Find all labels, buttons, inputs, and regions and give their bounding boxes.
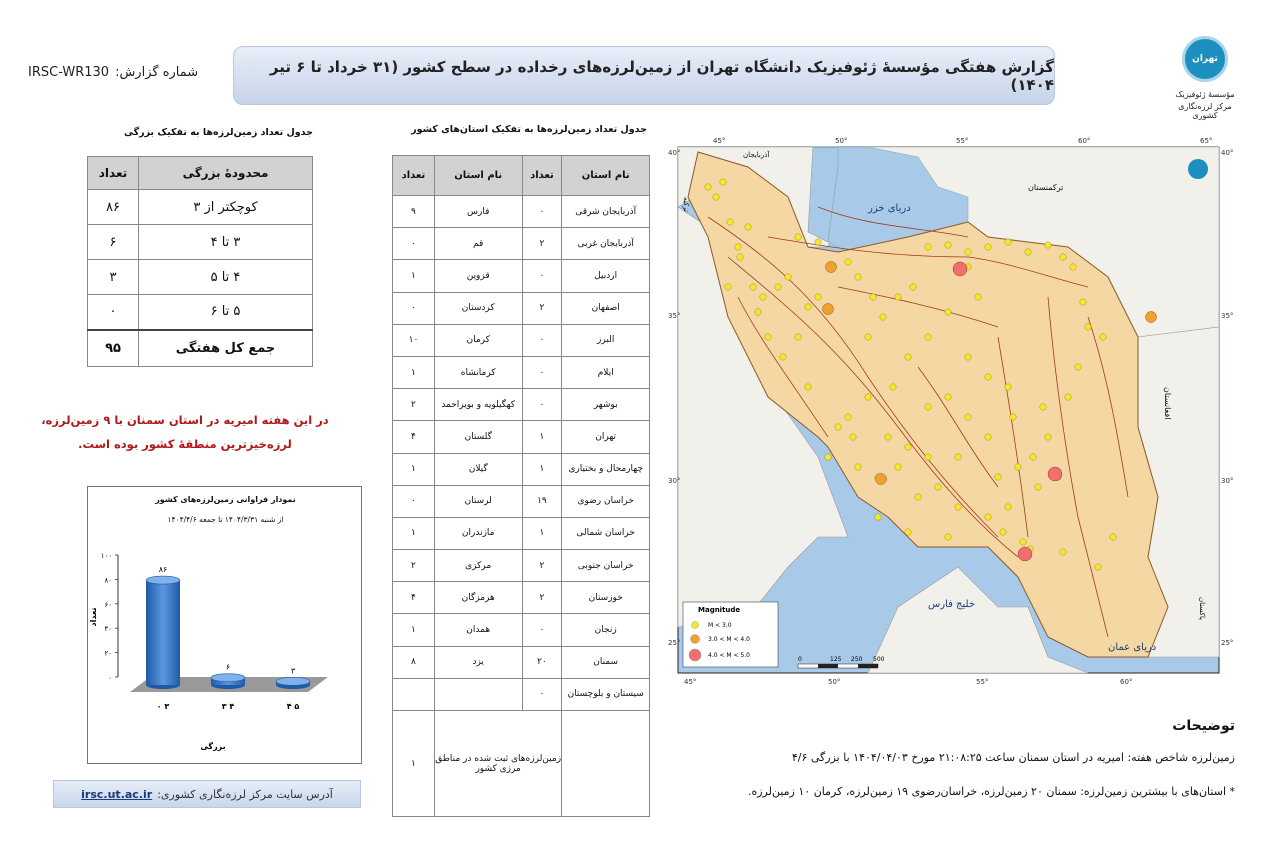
- prov-count: ۲: [393, 389, 435, 421]
- quake-point-small: [885, 434, 891, 440]
- prov-name: لرستان: [434, 485, 522, 517]
- prov-name: خراسان شمالی: [562, 517, 650, 549]
- quake-point-small: [905, 529, 911, 535]
- report-number-value: IRSC-WR130: [28, 65, 110, 80]
- quake-point-small: [795, 334, 801, 340]
- table-row: [393, 228, 650, 260]
- y-ticks: [101, 552, 118, 682]
- y-tick-label: ۲۰: [104, 649, 112, 658]
- mag-range: ۴ تا ۵: [139, 260, 313, 295]
- bar-value-label: ۳: [290, 666, 296, 676]
- table-row: [393, 517, 650, 549]
- quake-point-small: [1015, 464, 1021, 470]
- quake-point-medium: [876, 474, 887, 485]
- y-tick-label: ۴۰: [104, 625, 112, 634]
- quake-point-small: [965, 354, 971, 360]
- y-tick-label: ۰: [108, 674, 112, 682]
- legend-swatch-large: [689, 649, 701, 661]
- province-table-caption: جدول تعداد زمین‌لرزه‌ها به تفکیک استان‌های کشور: [411, 124, 647, 135]
- prov-count: ۰: [522, 324, 562, 356]
- prov-count: ۰: [393, 485, 435, 517]
- seismic-note: در این هفته امیریه در استان سمنان با ۹ زمین‌لرزه، لرزه‌خیزترین منطقهٔ کشور بوده است.: [41, 413, 329, 451]
- quake-point-small: [910, 284, 916, 290]
- quake-point-large: [953, 262, 967, 276]
- quake-point-small: [905, 354, 911, 360]
- table-row: [393, 196, 650, 228]
- quake-point-small: [727, 219, 733, 225]
- prov-name: کهگیلویه و بویراحمد: [434, 389, 522, 421]
- quake-point-small: [855, 274, 861, 280]
- quake-point-small: [855, 464, 861, 470]
- quake-point-small: [1025, 249, 1031, 255]
- prov-count: ۱۰: [393, 324, 435, 356]
- quake-point-small: [1070, 264, 1076, 270]
- prov-header-count-2: تعداد: [393, 156, 435, 196]
- prov-name: فارس: [434, 196, 522, 228]
- quake-point-small: [713, 194, 719, 200]
- y-tick-label: ۱۰۰: [100, 552, 112, 560]
- featured-quake-text: امیریه در استان سمنان ساعت ۲۱:۰۸:۲۵ مورخ ۱۴۰۴/۰۴/۰۳ با بزرگی ۴/۶: [791, 751, 1128, 764]
- quake-point-small: [785, 274, 791, 280]
- prov-count: ۱: [522, 453, 562, 485]
- quake-point-small: [1065, 394, 1071, 400]
- table-row-total: [88, 330, 313, 367]
- quake-point-small: [935, 484, 941, 490]
- table-row: [88, 295, 313, 330]
- website-label: آدرس سایت مرکز لرزه‌نگاری کشوری:: [157, 787, 333, 801]
- prov-name: کردستان: [434, 292, 522, 324]
- border-region-label: زمین‌لرزه‌های ثبت شده در مناطق مرزی کشور: [434, 711, 561, 817]
- y-tick-label: ۶۰: [104, 600, 112, 609]
- prov-name: قم: [434, 228, 522, 260]
- right-tick: 40°: [1221, 149, 1234, 157]
- prov-header-count: تعداد: [522, 156, 562, 196]
- mag-count: ۰: [88, 295, 139, 330]
- table-row: [88, 260, 313, 295]
- quake-point-small: [845, 259, 851, 265]
- prov-name: قزوین: [434, 260, 522, 292]
- right-tick: 25°: [1221, 639, 1234, 647]
- prov-name: کرمانشاه: [434, 356, 522, 388]
- chart-title: نمودار فراوانی زمین‌لرزه‌های کشور: [155, 495, 296, 504]
- logo-institute-name: مؤسسهٔ ژئوفیزیک: [1175, 90, 1235, 99]
- quake-point-small: [1020, 539, 1026, 545]
- bar-category-label: ۰ ۳: [156, 702, 170, 711]
- logo-center-name: مرکز لرزه‌نگاری کشوری: [1178, 102, 1232, 120]
- quake-point-medium: [826, 262, 837, 273]
- university-logo: [1165, 36, 1245, 126]
- quake-point-small: [975, 294, 981, 300]
- prov-name: چهارمحال و بختیاری: [562, 453, 650, 485]
- map-logo-icon: [1188, 159, 1208, 179]
- caspian-label: دریای خزر: [868, 203, 911, 214]
- table-row: [393, 389, 650, 421]
- turkmenistan-label: ترکمنستان: [1028, 183, 1064, 192]
- left-tick: 35°: [668, 312, 681, 320]
- prov-count: ۱: [393, 260, 435, 292]
- quake-point-small: [1110, 534, 1116, 540]
- quake-point-small: [895, 464, 901, 470]
- quake-point-small: [870, 294, 876, 300]
- quake-point-small: [925, 404, 931, 410]
- quake-point-small: [1035, 484, 1041, 490]
- quake-point-small: [955, 504, 961, 510]
- quake-point-small: [805, 304, 811, 310]
- prov-count: [393, 678, 435, 710]
- prov-count: ۱: [393, 453, 435, 485]
- earthquake-map: [668, 137, 1234, 689]
- quake-point-small: [1000, 529, 1006, 535]
- prov-count: ۱: [393, 356, 435, 388]
- top-tick: 50°: [835, 137, 848, 145]
- province-table: [392, 155, 650, 817]
- quake-point-small: [880, 314, 886, 320]
- quake-point-medium: [823, 304, 834, 315]
- bar-cap: [146, 576, 180, 584]
- prov-header-name: نام استان: [562, 156, 650, 196]
- table-row: [393, 260, 650, 292]
- quake-point-small: [985, 374, 991, 380]
- legend-swatch-small: [692, 622, 699, 629]
- top-tick: 65°: [1200, 137, 1213, 145]
- quake-point-small: [905, 444, 911, 450]
- mag-total-label: جمع کل هفتگی: [139, 330, 313, 367]
- mag-count: ۸۶: [88, 190, 139, 225]
- quake-point-small: [955, 454, 961, 460]
- table-row: [393, 550, 650, 582]
- prov-name: هرمزگان: [434, 582, 522, 614]
- prov-count: ۰: [522, 678, 562, 710]
- prov-count: ۲: [393, 550, 435, 582]
- prov-name: خوزستان: [562, 582, 650, 614]
- prov-count: ۸: [393, 646, 435, 678]
- afghanistan-label: افغانستان: [1163, 387, 1172, 420]
- quake-point-small: [965, 249, 971, 255]
- quake-point-small: [945, 242, 951, 248]
- prov-count: ۰: [522, 389, 562, 421]
- quake-point-small: [795, 234, 801, 240]
- quake-point-small: [1030, 454, 1036, 460]
- prov-name: مرکزی: [434, 550, 522, 582]
- table-row: [88, 190, 313, 225]
- quake-point-small: [1045, 434, 1051, 440]
- quake-point-small: [1060, 549, 1066, 555]
- legend-item-large: 4.0 < M < 5.0: [708, 652, 750, 659]
- table-row: [393, 453, 650, 485]
- bar-value-label: ۶: [225, 662, 231, 672]
- quake-point-small: [1045, 242, 1051, 248]
- top-tick: 55°: [956, 137, 969, 145]
- pakistan-label: پاکستان: [1198, 597, 1206, 621]
- bar-cap: [276, 677, 310, 685]
- quake-point-small: [1005, 504, 1011, 510]
- description-line-top-provinces: * استان‌های با بیشترین زمین‌لرزه: سمنان ۲۰ زمین‌لرزه، خراسان‌رضوی ۱۹ زمین‌لرزه، کرمان ۱۰ زمین‌لرزه.: [747, 785, 1235, 798]
- quake-point-small: [850, 434, 856, 440]
- prov-count: ۰: [522, 356, 562, 388]
- quake-point-small: [985, 244, 991, 250]
- table-row: [393, 678, 650, 710]
- description-heading: توضیحات: [1172, 718, 1235, 734]
- prov-name: سیستان و بلوچستان: [562, 678, 650, 710]
- quake-point-small: [805, 384, 811, 390]
- mag-range: ۵ تا ۶: [139, 295, 313, 330]
- bottom-tick: 50°: [828, 678, 841, 686]
- quake-point-large: [1018, 547, 1032, 561]
- mag-range: ۳ تا ۴: [139, 225, 313, 260]
- quake-point-small: [985, 434, 991, 440]
- magnitude-table-caption: جدول تعداد زمین‌لرزه‌ها به تفکیک بزرگی: [124, 127, 313, 138]
- right-tick: 35°: [1221, 312, 1234, 320]
- prov-count: ۱: [522, 421, 562, 453]
- quake-point-small: [925, 244, 931, 250]
- website-box: [53, 780, 361, 808]
- table-row: [393, 582, 650, 614]
- prov-name: [434, 678, 522, 710]
- scale-label: 250: [851, 656, 863, 663]
- description-line-featured-quake: [700, 751, 1235, 764]
- azerbaijan-label: آذربایجان: [743, 151, 770, 159]
- border-region-count: ۱: [393, 711, 435, 817]
- mag-count: ۳: [88, 260, 139, 295]
- quake-point-small: [775, 284, 781, 290]
- quake-point-small: [875, 514, 881, 520]
- report-title: گزارش هفتگی مؤسسهٔ ژئوفیزیک دانشگاه تهران از زمین‌لرزه‌های رخداده در سطح کشور (۳۱ خرداد تا ۶ تیر ۱۴۰۴): [269, 57, 1054, 94]
- table-row: [393, 292, 650, 324]
- quake-point-small: [725, 284, 731, 290]
- left-tick: 40°: [668, 149, 681, 157]
- prov-name: تهران: [562, 421, 650, 453]
- quake-point-small: [925, 454, 931, 460]
- prov-header-name-2: نام استان: [434, 156, 522, 196]
- quake-point-small: [705, 184, 711, 190]
- prov-name: خراسان جنوبی: [562, 550, 650, 582]
- prov-name: یزد: [434, 646, 522, 678]
- quake-point-small: [985, 514, 991, 520]
- prov-name: خراسان رضوی: [562, 485, 650, 517]
- map-legend: [683, 602, 778, 667]
- prov-name: گیلان: [434, 453, 522, 485]
- quake-point-small: [737, 254, 743, 260]
- prov-count: ۲: [522, 582, 562, 614]
- magnitude-table: [87, 156, 313, 367]
- prov-count: ۱: [393, 517, 435, 549]
- bar-cap: [211, 674, 245, 682]
- bar-category-label: ۳ ۴: [221, 702, 235, 711]
- quake-point-small: [815, 294, 821, 300]
- quake-point-small: [895, 294, 901, 300]
- mag-total-value: ۹۵: [88, 330, 139, 367]
- prov-name: بوشهر: [562, 389, 650, 421]
- university-seal-icon: تهران: [1182, 36, 1228, 82]
- bar-value-label: ۸۶: [158, 565, 168, 575]
- mag-header-count: تعداد: [88, 157, 139, 190]
- prov-count: ۱۹: [522, 485, 562, 517]
- border-count-empty: [562, 711, 650, 817]
- quake-point-small: [750, 284, 756, 290]
- prov-count: ۰: [522, 196, 562, 228]
- prov-name: البرز: [562, 324, 650, 356]
- top-tick: 60°: [1078, 137, 1091, 145]
- prov-name: زنجان: [562, 614, 650, 646]
- quake-point-small: [945, 394, 951, 400]
- bar-category-label: ۴ ۵: [286, 702, 300, 711]
- prov-name: گلستان: [434, 421, 522, 453]
- chart-x-label: بزرگی: [200, 742, 226, 751]
- table-row: [393, 324, 650, 356]
- table-row: [393, 421, 650, 453]
- prov-count: ۰: [393, 228, 435, 260]
- prov-name: همدان: [434, 614, 522, 646]
- prov-count: ۲: [522, 292, 562, 324]
- featured-quake-label: زمین‌لرزه شاخص هفته:: [1127, 751, 1235, 764]
- top-tick: 45°: [713, 137, 726, 145]
- report-number-label: شماره گزارش:: [115, 65, 199, 80]
- website-link[interactable]: irsc.ut.ac.ir: [81, 787, 153, 801]
- prov-count: ۲: [522, 550, 562, 582]
- mag-header-range: محدودهٔ بزرگی: [139, 157, 313, 190]
- table-row-border: [393, 711, 650, 817]
- quake-point-small: [1005, 384, 1011, 390]
- quake-point-small: [865, 334, 871, 340]
- table-row: [393, 485, 650, 517]
- quake-point-small: [1060, 254, 1066, 260]
- table-row: [393, 646, 650, 678]
- scale-label: 500: [873, 656, 885, 663]
- quake-point-large: [1048, 467, 1062, 481]
- prov-name: آذربایجان شرقی: [562, 196, 650, 228]
- prov-name: مازندران: [434, 517, 522, 549]
- quake-point-small: [780, 354, 786, 360]
- table-row: [393, 614, 650, 646]
- quake-point-small: [890, 384, 896, 390]
- quake-point-small: [765, 334, 771, 340]
- quake-point-medium: [1146, 312, 1157, 323]
- gulf-label: خلیج فارس: [928, 599, 976, 610]
- quake-point-small: [1010, 414, 1016, 420]
- left-tick: 25°: [668, 639, 681, 647]
- quake-point-small: [995, 474, 1001, 480]
- quake-point-small: [945, 534, 951, 540]
- quake-point-small: [1040, 404, 1046, 410]
- prov-count: ۲۰: [522, 646, 562, 678]
- prov-count: ۹: [393, 196, 435, 228]
- prov-name: آذربایجان غربی: [562, 228, 650, 260]
- quake-point-small: [720, 179, 726, 185]
- quake-point-small: [735, 244, 741, 250]
- scale-label: 0: [798, 656, 802, 663]
- bar: [146, 580, 180, 685]
- quake-point-small: [915, 494, 921, 500]
- quake-point-small: [845, 414, 851, 420]
- prov-count: ۱: [522, 517, 562, 549]
- quake-point-small: [1085, 324, 1091, 330]
- frequency-chart: [87, 486, 362, 764]
- mag-count: ۶: [88, 225, 139, 260]
- chart-subtitle: از شنبه ۱۴۰۴/۳/۳۱ تا جمعه ۱۴۰۴/۴/۶: [167, 515, 284, 524]
- table-row: [88, 225, 313, 260]
- quake-point-small: [755, 309, 761, 315]
- quake-point-small: [1005, 239, 1011, 245]
- quake-point-small: [745, 224, 751, 230]
- report-title-banner: [233, 46, 1055, 105]
- chart-y-label: تعداد: [89, 607, 98, 627]
- mag-range: کوچکتر از ۳: [139, 190, 313, 225]
- legend-item-small: M < 3.0: [708, 622, 732, 629]
- quake-point-small: [865, 394, 871, 400]
- prov-name: سمنان: [562, 646, 650, 678]
- table-row: [393, 356, 650, 388]
- quake-point-small: [945, 309, 951, 315]
- prov-count: ۰: [522, 260, 562, 292]
- bottom-tick: 55°: [976, 678, 989, 686]
- prov-count: ۴: [393, 582, 435, 614]
- prov-name: کرمان: [434, 324, 522, 356]
- report-number: [28, 65, 228, 80]
- quake-point-small: [825, 454, 831, 460]
- prov-count: ۰: [522, 614, 562, 646]
- quake-point-small: [965, 414, 971, 420]
- quake-point-small: [760, 294, 766, 300]
- quake-point-small: [925, 334, 931, 340]
- turkey-label: ترکیه: [682, 197, 690, 213]
- quake-point-small: [1075, 364, 1081, 370]
- right-tick: 30°: [1221, 477, 1234, 485]
- quake-point-small: [1095, 564, 1101, 570]
- prov-name: اردبیل: [562, 260, 650, 292]
- prov-count: ۴: [393, 421, 435, 453]
- quake-point-small: [1100, 334, 1106, 340]
- chart-canvas: [88, 487, 363, 765]
- legend-title: Magnitude: [698, 606, 741, 614]
- scale-label: 125: [830, 656, 842, 663]
- quake-point-small: [835, 424, 841, 430]
- bottom-tick: 60°: [1120, 678, 1133, 686]
- legend-item-medium: 3.0 < M < 4.0: [708, 636, 750, 643]
- prov-name: ایلام: [562, 356, 650, 388]
- legend-swatch-medium: [691, 635, 700, 644]
- y-tick-label: ۸۰: [104, 576, 112, 585]
- prov-count: ۰: [393, 292, 435, 324]
- quake-point-small: [1080, 299, 1086, 305]
- oman-label: دریای عمان: [1108, 642, 1157, 653]
- prov-count: ۲: [522, 228, 562, 260]
- quake-point-small: [815, 239, 821, 245]
- prov-count: ۱: [393, 614, 435, 646]
- prov-name: اصفهان: [562, 292, 650, 324]
- bottom-tick: 45°: [684, 678, 697, 686]
- left-tick: 30°: [668, 477, 681, 485]
